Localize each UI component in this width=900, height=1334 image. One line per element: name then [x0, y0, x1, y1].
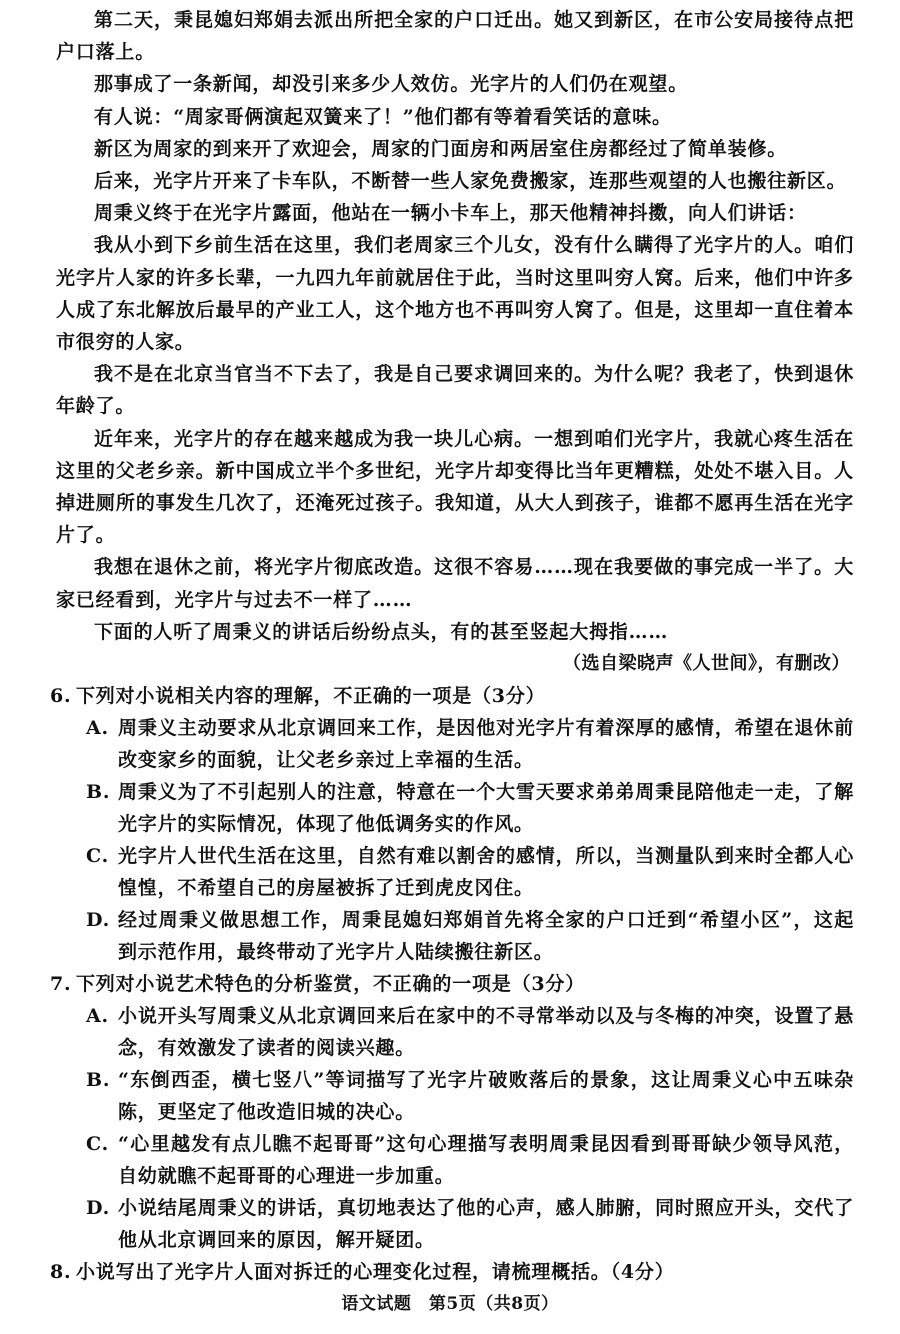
- option-label: B.: [86, 781, 111, 804]
- story-paragraph: 近年来，光字片的存在越来越成为我一块儿心病。一想到咱们光字片，我就心疼生活在这里的父老乡亲。新中国成立半个多世纪，光字片却变得比当年更糟糕，处处不堪入目。人掉进厕所的事发生几次了，还淹死过孩子。我知道，从大人到孩子，谁都不愿再生活在光字片了。: [56, 427, 854, 547]
- question-8: [50, 1256, 854, 1288]
- option-label: A.: [86, 717, 109, 740]
- question-stem: [50, 680, 854, 712]
- question-stem: [50, 1256, 854, 1288]
- story-paragraph: 周秉义终于在光字片露面，他站在一辆小卡车上，那天他精神抖擞，向人们讲话：: [94, 202, 807, 225]
- story-paragraph: 我从小到下乡前生活在这里，我们老周家三个儿女，没有什么瞒得了光字片的人。咱们光字片人家的许多长辈，一九四九年前就居住于此，当时这里叫穷人窝。后来，他们中许多人成了东北解放后最早的产业工人，这个地方也不再叫穷人窝了。但是，这里却一直住着本市很穷的人家。: [56, 234, 854, 354]
- story-paragraph: 我想在退休之前，将光字片彻底改造。这很不容易……现在我要做的事完成一半了。大家已经看到，光字片与过去不一样了……: [56, 556, 854, 611]
- story-source: （选自梁晓声《人世间》，有删改）: [563, 653, 850, 675]
- story-paragraph: 后来，光字片开来了卡车队，不断替一些人家免费搬家，连那些观望的人也搬往新区。: [94, 170, 847, 193]
- story-paragraph: 第二天，秉昆媳妇郑娟去派出所把全家的户口迁出。她又到新区，在市公安局接待点把户口落上。: [56, 9, 854, 64]
- option-label: A.: [86, 1005, 109, 1028]
- option-text: “东倒西歪，横七竖八”等词描写了光字片破败落后的景象，这让周秉义心中五味杂陈，更坚定了他改造旧城的决心。: [118, 1069, 854, 1124]
- story-paragraph: 新区为周家的到来开了欢迎会，周家的门面房和两居室住房都经过了简单装修。: [94, 137, 788, 160]
- option-label: C.: [86, 845, 110, 868]
- option-c: [86, 840, 854, 904]
- question-6: [50, 680, 854, 968]
- option-text: 小说开头写周秉义从北京调回来后在家中的不寻常举动以及与冬梅的冲突，设置了悬念，有效激发了读者的阅读兴趣。: [118, 1005, 854, 1060]
- option-label: D.: [86, 1197, 111, 1220]
- option-label: D.: [86, 909, 111, 932]
- story-paragraph: 我不是在北京当官当不下去了，我是自己要求调回来的。为什么呢？我老了，快到退休年龄了。: [56, 363, 854, 418]
- question-7: [50, 968, 854, 1256]
- option-c: [86, 1128, 854, 1192]
- option-text: 光字片人世代生活在这里，自然有难以割舍的感情，所以，当测量队到来时全都人心惶惶，不希望自己的房屋被拆了迁到虎皮冈住。: [118, 845, 854, 900]
- question-number: 6.: [50, 685, 72, 708]
- story-paragraph: 有人说：“周家哥俩演起双簧来了！”他们都有等着看笑话的意味。: [94, 105, 672, 128]
- question-number: 7.: [50, 973, 72, 996]
- page-footer: 语文试题 第5页（共8页）: [341, 1294, 559, 1314]
- option-text: “心里越发有点儿瞧不起哥哥”这句心理描写表明周秉昆因看到哥哥缺少领导风范，自幼就瞧不起哥哥的心理进一步加重。: [118, 1133, 854, 1188]
- question-text: 小说写出了光字片人面对拆迁的心理变化过程，请梳理概括。（4分）: [76, 1261, 675, 1284]
- option-d: [86, 904, 854, 968]
- question-number: 8.: [50, 1261, 72, 1284]
- story-paragraph: 那事成了一条新闻，却没引来多少人效仿。光字片的人们仍在观望。: [94, 73, 689, 96]
- option-a: [86, 1000, 854, 1064]
- option-d: [86, 1192, 854, 1256]
- option-label: B.: [86, 1069, 111, 1092]
- question-text: 下列对小说艺术特色的分析鉴赏，不正确的一项是（3分）: [76, 973, 586, 996]
- question-stem: [50, 968, 854, 1000]
- option-b: [86, 776, 854, 840]
- option-b: [86, 1064, 854, 1128]
- option-text: 经过周秉义做思想工作，周秉昆媳妇郑娟首先将全家的户口迁到“希望小区”，这起到示范作用，最终带动了光字片人陆续搬往新区。: [118, 909, 854, 964]
- option-text: 周秉义为了不引起别人的注意，特意在一个大雪天要求弟弟周秉昆陪他走一走，了解光字片的实际情况，体现了他低调务实的作风。: [118, 781, 854, 836]
- option-label: C.: [86, 1133, 110, 1156]
- story-paragraph: 下面的人听了周秉义的讲话后纷纷点头，有的甚至竖起大拇指……: [94, 620, 669, 643]
- option-text: 周秉义主动要求从北京调回来工作，是因他对光字片有着深厚的感情，希望在退休前改变家乡的面貌，让父老乡亲过上幸福的生活。: [118, 717, 854, 772]
- option-a: [86, 712, 854, 776]
- story-body: [56, 4, 854, 680]
- question-text: 下列对小说相关内容的理解，不正确的一项是（3分）: [76, 685, 546, 708]
- option-text: 小说结尾周秉义的讲话，真切地表达了他的心声，感人肺腑，同时照应开头，交代了他从北京调回来的原因，解开疑团。: [118, 1197, 854, 1252]
